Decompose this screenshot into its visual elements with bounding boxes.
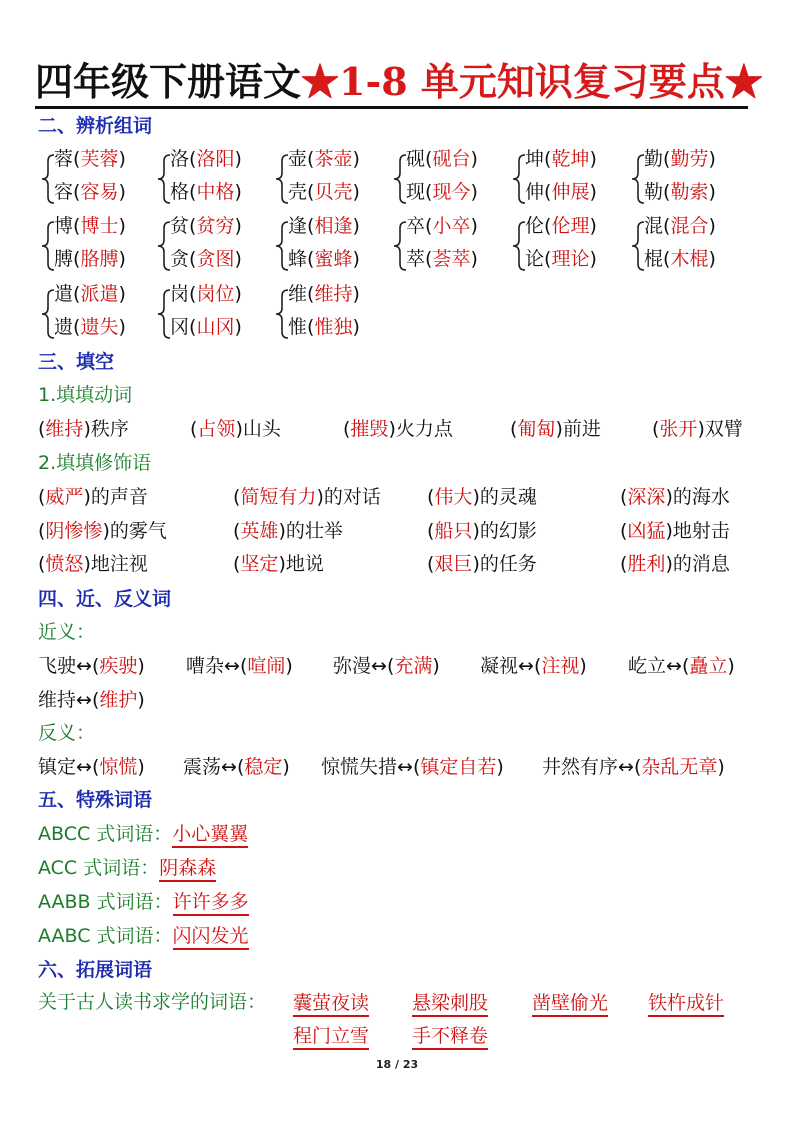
item-text: 火力点 xyxy=(395,418,453,440)
title-underline xyxy=(35,106,748,109)
word-pair-group xyxy=(274,214,394,278)
star-icon: ★ xyxy=(301,59,340,104)
item-text: 的幻影 xyxy=(479,520,537,542)
item-text: 凝视 xyxy=(480,655,519,677)
answer-word: 相逢 xyxy=(314,215,353,237)
answer-word: 维持 xyxy=(45,418,84,440)
answer-word: 勒索 xyxy=(670,181,709,203)
pair-row: 蜂(蜜蜂) xyxy=(288,248,360,270)
word-pair-group xyxy=(511,214,631,278)
pair-char: 勒 xyxy=(644,181,664,203)
answer-word: 容易 xyxy=(80,181,119,203)
item-text: 屹立 xyxy=(628,655,667,677)
word-pair-item: 惊慌失措↔(镇定自若) xyxy=(321,756,504,778)
pair-row: 贪(贪图) xyxy=(170,248,242,270)
pair-char: 逢 xyxy=(288,215,308,237)
special-word-label: AABC 式词语： xyxy=(38,925,173,947)
synonym-item xyxy=(628,653,735,679)
modifier-item: (坚定)地说 xyxy=(233,553,324,575)
pair-row: 卒(小卒) xyxy=(406,215,478,237)
word-pair-item: 嘈杂↔(喧闹) xyxy=(186,655,293,677)
modifier-item: (威严)的声音 xyxy=(38,486,148,508)
pair-char: 坤 xyxy=(525,148,545,170)
arrow-icon: ↔ xyxy=(224,655,240,677)
extended-word xyxy=(532,990,608,1016)
extended-word xyxy=(412,1023,488,1049)
answer-word: 艰巨 xyxy=(434,553,473,575)
special-word-row xyxy=(38,889,249,915)
pair-row: 贫(贫穷) xyxy=(170,215,242,237)
pair-row: 蓉(芙蓉) xyxy=(54,148,126,170)
section-heading-fill: 三、填空 xyxy=(38,351,115,373)
word-pair-group xyxy=(392,214,512,278)
answer-word: 阴惨惨 xyxy=(45,520,103,542)
item-text: 的消息 xyxy=(672,553,730,575)
synonym-item xyxy=(480,653,587,679)
synonym-label: 近义： xyxy=(38,621,96,643)
antonym-item xyxy=(183,754,290,780)
star-icon: ★ xyxy=(724,59,763,104)
pair-row: 博(博士) xyxy=(54,215,126,237)
section-heading-synonym-antonym: 四、近、反义词 xyxy=(38,588,172,610)
extended-word xyxy=(648,990,724,1016)
pair-char: 勤 xyxy=(644,148,664,170)
item-text: 维持 xyxy=(38,689,77,711)
answer-word: 稳定 xyxy=(244,756,283,778)
pair-row: 容(容易) xyxy=(54,181,126,203)
synonym-item xyxy=(186,653,293,679)
word-pair-group xyxy=(274,147,394,211)
pair-char: 砚 xyxy=(406,148,426,170)
pair-row: 壶(茶壶) xyxy=(288,148,360,170)
answer-word: 小心翼翼 xyxy=(172,823,248,848)
pair-char: 洛 xyxy=(170,148,190,170)
word-pair-item: 镇定↔(惊慌) xyxy=(38,756,145,778)
answer-word: 铁杵成针 xyxy=(648,992,724,1017)
item-text: 的对话 xyxy=(323,486,381,508)
modifier-item: (愤怒)地注视 xyxy=(38,553,148,575)
special-word-row xyxy=(38,923,249,949)
word-pair-group xyxy=(156,147,276,211)
pair-char: 遣 xyxy=(54,283,74,305)
pair-row: 遣(派遣) xyxy=(54,283,126,305)
answer-word: 囊萤夜读 xyxy=(293,992,369,1017)
pair-char: 伦 xyxy=(525,215,545,237)
word-pair-item: 飞驶↔(疾驶) xyxy=(38,655,145,677)
answer-word: 中格 xyxy=(196,181,235,203)
pair-char: 卒 xyxy=(406,215,426,237)
answer-word: 伦理 xyxy=(551,215,590,237)
answer-word: 惊慌 xyxy=(99,756,138,778)
arrow-icon: ↔ xyxy=(76,756,92,778)
item-text: 的任务 xyxy=(479,553,537,575)
item-text: 山头 xyxy=(242,418,281,440)
synonym-item xyxy=(38,687,145,713)
pair-row: 岗(岗位) xyxy=(170,283,242,305)
answer-word: 岗位 xyxy=(196,283,235,305)
word-pair-group xyxy=(630,214,750,278)
arrow-icon: ↔ xyxy=(518,655,534,677)
pair-char: 萃 xyxy=(406,248,426,270)
word-pair-group xyxy=(392,147,512,211)
antonym-item xyxy=(38,754,145,780)
arrow-icon: ↔ xyxy=(371,655,387,677)
answer-word: 维护 xyxy=(99,689,138,711)
answer-word: 现今 xyxy=(432,181,471,203)
pair-row: 勤(勤劳) xyxy=(644,148,716,170)
item-text: 的海水 xyxy=(672,486,730,508)
answer-word: 荟萃 xyxy=(432,248,471,270)
modifier-item: (船只)的幻影 xyxy=(427,520,537,542)
modifier-item: (伟大)的灵魂 xyxy=(427,486,537,508)
antonym-item xyxy=(321,754,504,780)
arrow-icon: ↔ xyxy=(618,756,634,778)
answer-word: 充满 xyxy=(394,655,433,677)
modifier-item: (英雄)的壮举 xyxy=(233,520,343,542)
item-text: 震荡 xyxy=(183,756,222,778)
answer-word: 注视 xyxy=(541,655,580,677)
pair-char: 壶 xyxy=(288,148,308,170)
answer-word: 遗失 xyxy=(80,316,119,338)
pair-char: 蜂 xyxy=(288,248,308,270)
answer-word: 愤怒 xyxy=(45,553,84,575)
word-pair-group xyxy=(511,147,631,211)
item-text: 飞驶 xyxy=(38,655,77,677)
word-pair-item: 井然有序↔(杂乱无章) xyxy=(542,756,725,778)
modifier-item: (凶猛)地射击 xyxy=(620,520,730,542)
pair-row: 现(现今) xyxy=(406,181,478,203)
pair-char: 伸 xyxy=(525,181,545,203)
pair-char: 论 xyxy=(525,248,545,270)
extended-word xyxy=(293,990,369,1016)
pair-char: 容 xyxy=(54,181,74,203)
pair-char: 蓉 xyxy=(54,148,74,170)
answer-word: 混合 xyxy=(670,215,709,237)
answer-word: 贫穷 xyxy=(196,215,235,237)
item-text: 地说 xyxy=(285,553,324,575)
answer-word: 理论 xyxy=(551,248,590,270)
pair-char: 岗 xyxy=(170,283,190,305)
answer-word: 镇定自若 xyxy=(420,756,497,778)
modifier-item: (阴惨惨)的雾气 xyxy=(38,520,167,542)
answer-word: 木棍 xyxy=(670,248,709,270)
item-text: 嘈杂 xyxy=(186,655,225,677)
arrow-icon: ↔ xyxy=(666,655,682,677)
pair-row: 伸(伸展) xyxy=(525,181,597,203)
pair-char: 贪 xyxy=(170,248,190,270)
section-heading-distinguish: 二、辨析组词 xyxy=(38,115,153,137)
answer-word: 胜利 xyxy=(627,553,666,575)
item-text: 秩序 xyxy=(90,418,129,440)
pair-row: 萃(荟萃) xyxy=(406,248,478,270)
answer-word: 程门立雪 xyxy=(293,1025,369,1050)
word-pair-item: 维持↔(维护) xyxy=(38,689,145,711)
extended-word xyxy=(412,990,488,1016)
synonym-item xyxy=(38,653,145,679)
answer-word: 疾驶 xyxy=(99,655,138,677)
extended-words-label: 关于古人读书求学的词语： xyxy=(38,991,267,1013)
answer-word: 深深 xyxy=(627,486,666,508)
pair-row: 壳(贝壳) xyxy=(288,181,360,203)
answer-word: 许许多多 xyxy=(173,891,249,916)
answer-word: 伸展 xyxy=(551,181,590,203)
answer-word: 贝壳 xyxy=(314,181,353,203)
word-pair-group xyxy=(156,282,276,346)
answer-word: 派遣 xyxy=(80,283,119,305)
answer-word: 坚定 xyxy=(240,553,279,575)
answer-word: 威严 xyxy=(45,486,84,508)
pair-char: 壳 xyxy=(288,181,308,203)
item-text: 弥漫 xyxy=(333,655,372,677)
pair-char: 膊 xyxy=(54,248,74,270)
pair-char: 冈 xyxy=(170,316,190,338)
answer-word: 茶壶 xyxy=(314,148,353,170)
pair-char: 博 xyxy=(54,215,74,237)
pair-row: 遗(遗失) xyxy=(54,316,126,338)
word-pair-group xyxy=(274,282,394,346)
answer-word: 英雄 xyxy=(240,520,279,542)
answer-word: 胳膊 xyxy=(80,248,119,270)
section-heading-extended-words: 六、拓展词语 xyxy=(38,959,153,981)
page-number: 18 / 23 xyxy=(375,1058,419,1071)
pair-row: 维(维持) xyxy=(288,283,360,305)
verb-item: (维持)秩序 xyxy=(38,418,129,440)
arrow-icon: ↔ xyxy=(397,756,413,778)
pair-row: 惟(惟独) xyxy=(288,316,360,338)
item-text: 镇定 xyxy=(38,756,77,778)
answer-word: 惟独 xyxy=(314,316,353,338)
word-pair-group xyxy=(156,214,276,278)
answer-word: 杂乱无章 xyxy=(641,756,718,778)
pair-char: 贫 xyxy=(170,215,190,237)
answer-word: 洛阳 xyxy=(196,148,235,170)
pair-row: 论(理论) xyxy=(525,248,597,270)
item-text: 的灵魂 xyxy=(479,486,537,508)
pair-row: 勒(勒索) xyxy=(644,181,716,203)
verb-item: (匍匐)前进 xyxy=(510,418,601,440)
pair-row: 棍(木棍) xyxy=(644,248,716,270)
arrow-icon: ↔ xyxy=(76,689,92,711)
answer-word: 勤劳 xyxy=(670,148,709,170)
word-pair-group xyxy=(40,214,160,278)
pair-char: 棍 xyxy=(644,248,664,270)
special-word-row xyxy=(38,855,216,881)
answer-word: 乾坤 xyxy=(551,148,590,170)
word-pair-group xyxy=(40,147,160,211)
item-text: 前进 xyxy=(562,418,601,440)
word-pair-group xyxy=(630,147,750,211)
synonym-item xyxy=(333,653,440,679)
pair-row: 逢(相逢) xyxy=(288,215,360,237)
arrow-icon: ↔ xyxy=(76,655,92,677)
answer-word: 喧闹 xyxy=(247,655,286,677)
item-text: 地射击 xyxy=(672,520,730,542)
verb-item: (占领)山头 xyxy=(190,418,281,440)
verb-item: (张开)双臂 xyxy=(652,418,743,440)
answer-word: 手不释卷 xyxy=(412,1025,488,1050)
pair-char: 维 xyxy=(288,283,308,305)
modifier-item: (胜利)的消息 xyxy=(620,553,730,575)
answer-word: 砚台 xyxy=(432,148,471,170)
answer-word: 芙蓉 xyxy=(80,148,119,170)
answer-word: 占领 xyxy=(197,418,236,440)
item-text: 地注视 xyxy=(90,553,148,575)
answer-word: 凶猛 xyxy=(627,520,666,542)
special-word-label: ABCC 式词语： xyxy=(38,823,173,845)
word-pair-item: 弥漫↔(充满) xyxy=(333,655,440,677)
special-word-label: AABB 式词语： xyxy=(38,891,173,913)
answer-word: 蜜蜂 xyxy=(314,248,353,270)
subheading-modifiers: 2.填填修饰语 xyxy=(38,452,152,474)
word-pair-item: 屹立↔(矗立) xyxy=(628,655,735,677)
answer-word: 贪图 xyxy=(196,248,235,270)
arrow-icon: ↔ xyxy=(221,756,237,778)
extended-word xyxy=(293,1023,369,1049)
word-pair-group xyxy=(40,282,160,346)
pair-row: 混(混合) xyxy=(644,215,716,237)
pair-char: 遗 xyxy=(54,316,74,338)
item-text: 双臂 xyxy=(704,418,743,440)
special-word-row xyxy=(38,821,248,847)
answer-word: 简短有力 xyxy=(240,486,317,508)
answer-word: 船只 xyxy=(434,520,473,542)
modifier-item: (艰巨)的任务 xyxy=(427,553,537,575)
page-title: 四年级下册语文★1-8 单元知识复习要点★ xyxy=(35,59,763,104)
answer-word: 矗立 xyxy=(689,655,728,677)
item-text: 惊慌失措 xyxy=(321,756,398,778)
pair-row: 冈(山冈) xyxy=(170,316,242,338)
pair-row: 洛(洛阳) xyxy=(170,148,242,170)
answer-word: 阴森森 xyxy=(159,857,216,882)
pair-row: 膊(胳膊) xyxy=(54,248,126,270)
answer-word: 博士 xyxy=(80,215,119,237)
special-word-label: ACC 式词语： xyxy=(38,857,160,879)
pair-char: 现 xyxy=(406,181,426,203)
section-heading-special-words: 五、特殊词语 xyxy=(38,789,153,811)
pair-char: 格 xyxy=(170,181,190,203)
item-text: 的雾气 xyxy=(109,520,167,542)
answer-word: 匍匐 xyxy=(517,418,556,440)
answer-word: 山冈 xyxy=(196,316,235,338)
answer-word: 悬梁刺股 xyxy=(412,992,488,1017)
answer-word: 凿壁偷光 xyxy=(532,992,608,1017)
pair-char: 混 xyxy=(644,215,664,237)
pair-row: 伦(伦理) xyxy=(525,215,597,237)
answer-word: 小卒 xyxy=(432,215,471,237)
word-pair-item: 震荡↔(稳定) xyxy=(183,756,290,778)
item-text: 井然有序 xyxy=(542,756,619,778)
modifier-item: (简短有力)的对话 xyxy=(233,486,381,508)
pair-row: 坤(乾坤) xyxy=(525,148,597,170)
word-pair-item: 凝视↔(注视) xyxy=(480,655,587,677)
antonym-item xyxy=(542,754,725,780)
answer-word: 伟大 xyxy=(434,486,473,508)
pair-row: 砚(砚台) xyxy=(406,148,478,170)
subheading-verbs: 1.填填动词 xyxy=(38,384,133,406)
answer-word: 维持 xyxy=(314,283,353,305)
pair-char: 惟 xyxy=(288,316,308,338)
verb-item: (摧毁)火力点 xyxy=(343,418,453,440)
antonym-label: 反义： xyxy=(38,722,96,744)
answer-word: 闪闪发光 xyxy=(173,925,249,950)
item-text: 的声音 xyxy=(90,486,148,508)
modifier-item: (深深)的海水 xyxy=(620,486,730,508)
answer-word: 摧毁 xyxy=(350,418,389,440)
item-text: 的壮举 xyxy=(285,520,343,542)
pair-row: 格(中格) xyxy=(170,181,242,203)
answer-word: 张开 xyxy=(659,418,698,440)
